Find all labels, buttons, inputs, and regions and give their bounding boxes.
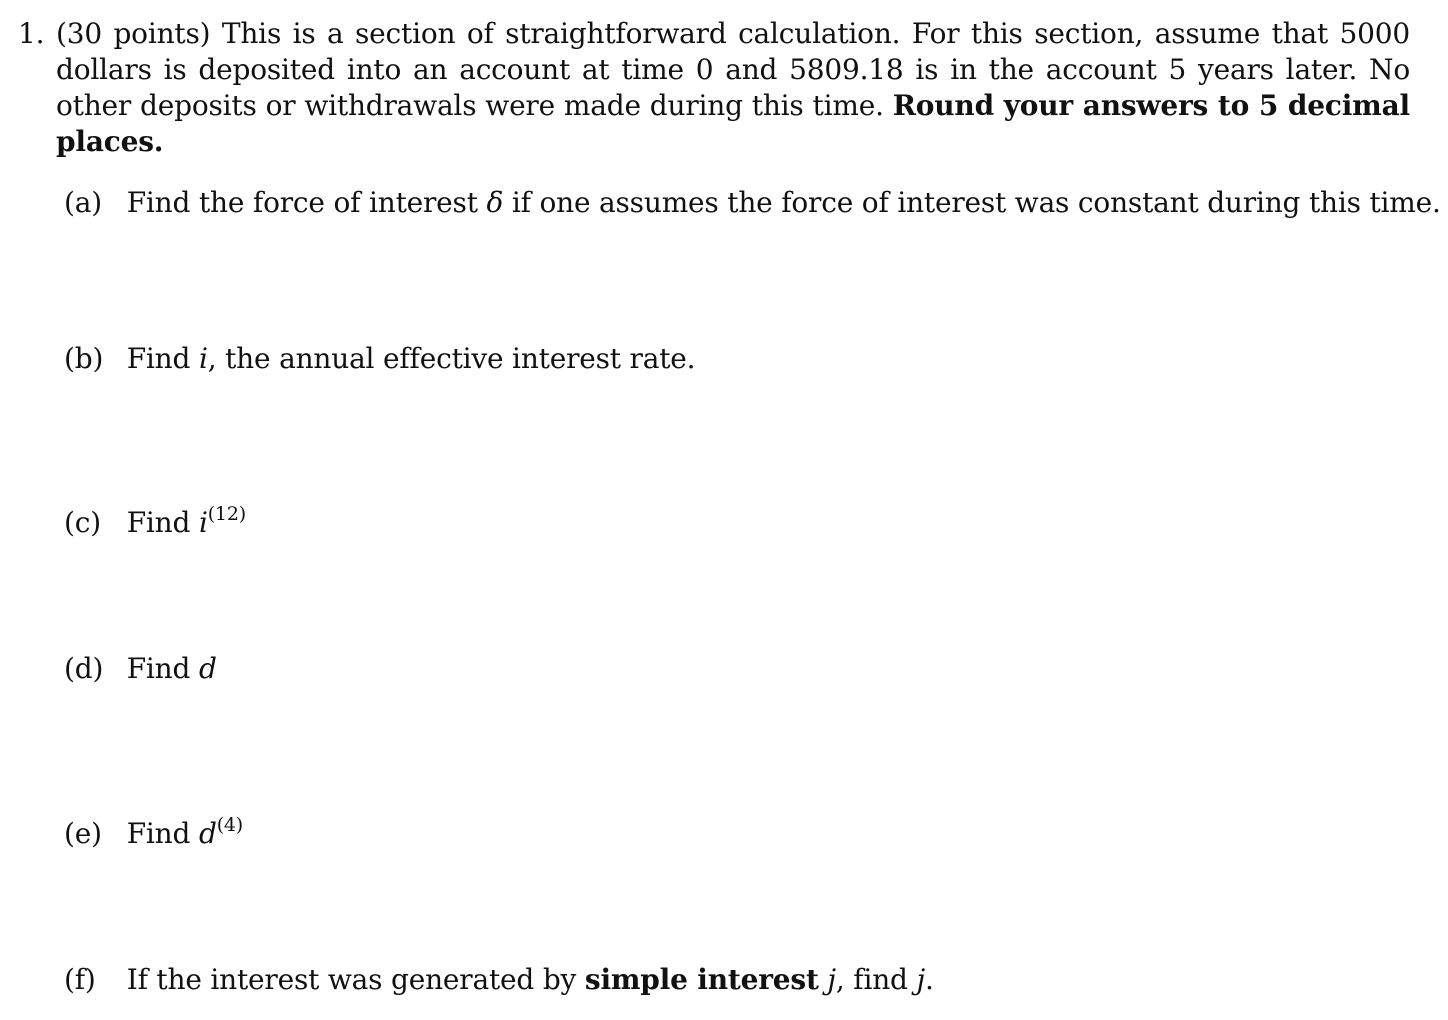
part-d <box>64 651 217 687</box>
part-b <box>64 341 695 377</box>
math-symbol-j: j <box>827 963 836 996</box>
problem-number: 1. <box>18 17 45 50</box>
math-symbol-d: d <box>198 652 217 685</box>
part-label: (c) <box>64 506 101 539</box>
part-text: If the interest was generated by <box>126 963 577 996</box>
problem-points: (30 points) <box>56 17 211 50</box>
part-text: . <box>924 963 934 996</box>
math-symbol-i: i <box>198 342 208 375</box>
part-text: Find <box>126 506 191 539</box>
math-symbol-i: i <box>198 506 208 539</box>
part-a <box>64 185 1441 221</box>
part-text: Find the force of interest <box>126 186 478 219</box>
part-label: (f) <box>64 963 96 996</box>
problem-statement <box>56 16 1410 160</box>
part-label: (e) <box>64 817 102 850</box>
part-text: Find <box>126 652 191 685</box>
problem-text: This is a section of straightforward calculation. For this section, assume that 5000 dollars is deposited into an account at time 0 and 5809.18 is in the account 5 years later. No other deposits or withdrawals were made during this time. <box>56 17 1410 122</box>
part-text: Find <box>126 342 191 375</box>
part-bold-term: simple interest <box>584 963 819 996</box>
math-symbol-j: j <box>916 963 925 996</box>
part-text: Find <box>126 817 191 850</box>
part-label: (d) <box>64 652 104 685</box>
part-label: (b) <box>64 342 104 375</box>
math-symbol-delta: δ <box>486 186 504 219</box>
part-f <box>64 962 934 998</box>
math-superscript: (12) <box>207 503 246 525</box>
problem-1 <box>18 16 1410 160</box>
part-text: if one assumes the force of interest was constant during this time. <box>511 186 1441 219</box>
part-label: (a) <box>64 186 102 219</box>
part-text: , the annual effective interest rate. <box>207 342 696 375</box>
part-e <box>64 807 243 852</box>
math-superscript: (4) <box>216 814 244 836</box>
part-c <box>64 496 246 541</box>
problem-instruction: Round your answers to 5 decimal places. <box>56 89 1410 158</box>
math-symbol-d: d <box>198 817 217 850</box>
part-text: , find <box>835 963 908 996</box>
